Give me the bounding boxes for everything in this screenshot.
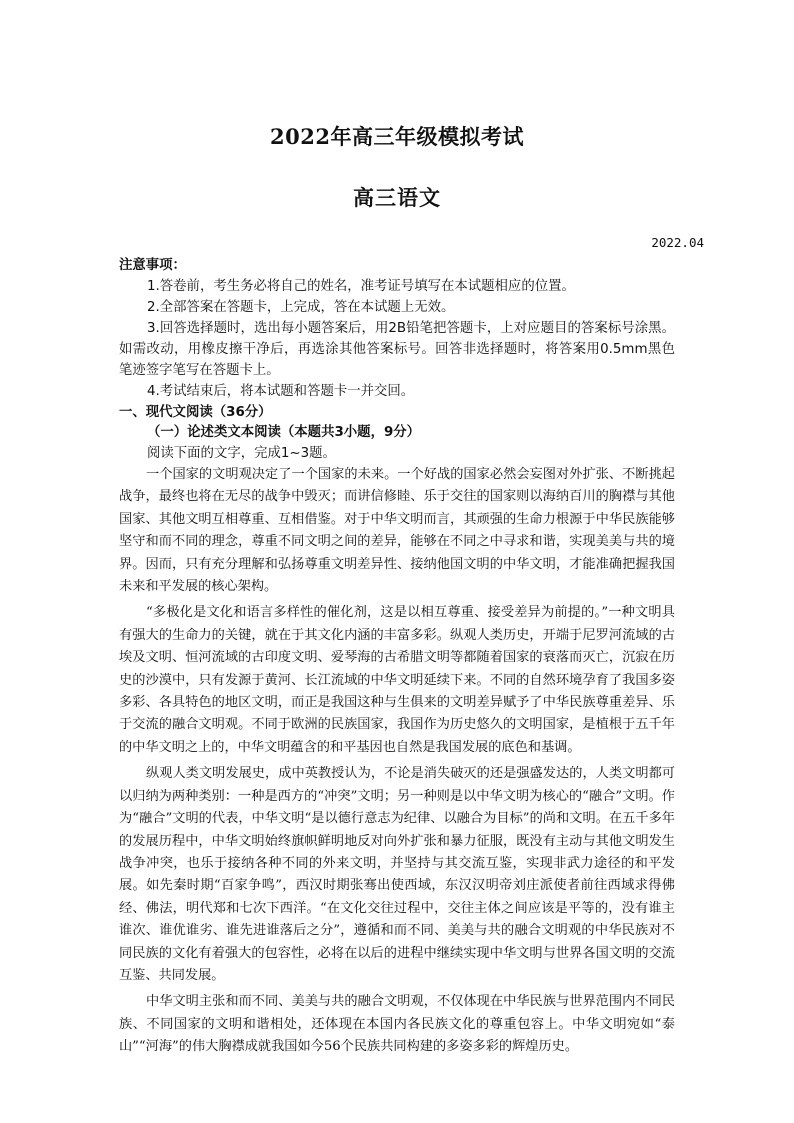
notice-item: 3.回答选择题时，选出每小题答案后，用2B铅笔把答题卡，上对应题目的答案标号涂黑。如需改动，用橡皮擦干净后，再选涂其他答案标号。回答非选择题时，将答案用0.5mm黑色笔迹签字笔写在答题卡上。: [119, 321, 675, 378]
notice-list: [119, 276, 675, 402]
notice-heading: 注意事项：: [119, 258, 186, 273]
notice-item: 1.答卷前，考生务必将自己的姓名，准考证号填写在本试题相应的位置。: [147, 279, 575, 294]
notice-item: 2.全部答案在答题卡，上完成，答在本试题上无效。: [147, 300, 455, 315]
section-subtitle: （一）论述类文本阅读（本题共3小题，9分）: [147, 425, 421, 440]
reading-passage: [119, 464, 675, 1059]
subject-title: 高三语文: [353, 185, 441, 210]
passage-paragraph: “多极化是文化和语言多样性的催化剂，这是以相互尊重、接受差异为前提的。”一种文明具有强大的生命力的关键，就在于其文化内涵的丰富多彩。纵观人类历史，开端于尼罗河流域的古埃及文明、恒河流域的古印度文明、爱琴海的古希腊文明等都随着国家的衰落而灭亡，沉寂在历史的沙漠中，只有发源于黄河、长江流域的中华文明延续下来。不同的自然环境孕育了我国多姿多彩、各具特色的地区文明，而正是我国这种与生俱来的文明差异赋予了中华民族尊重差异、乐于交流的融合文明观。不同于欧洲的民族国家，我国作为历史悠久的文明国家，是植根于五千年的中华文明之上的，中华文明蕴含的和平基因也自然是我国发展的底色和基调。: [119, 605, 675, 755]
passage-paragraph: 纵观人类文明发展史，成中英教授认为，不论是消失破灭的还是强盛发达的，人类文明都可以归纳为两种类别：一种是西方的“冲突”文明；另一种则是以中华文明为核心的“融合”文明。作为“融合”文明的代表，中华文明“是以德行意志为纪律、以融合为目标”的尚和文明。在五千多年的发展历程中，中华文明始终旗帜鲜明地反对向外扩张和暴力征服，既没有主动与其他文明发生战争冲突，也乐于接纳各种不同的外来文明，并坚持与其交流互鉴，实现非武力途径的和平发展。如先秦时期“百家争鸣”，西汉时期张骞出使西域，东汉汉明帝刘庄派使者前往西域求得佛经、佛法，明代郑和七次下西洋。“在文化交往过程中，交往主体之间应该是平等的，没有谁主谁次、谁优谁劣、谁先进谁落后之分”，遵循和而不同、美美与共的融合文明观的中华民族对不同民族的文化有着强大的包容性，必将在以后的进程中继续实现中华文明与世界各国文明的交流互鉴、共同发展。: [119, 766, 675, 983]
notice-item: 4.考试结束后，将本试题和答题卡一并交回。: [147, 384, 415, 399]
exam-date: 2022.04: [651, 235, 704, 250]
passage-paragraph: 中华文明主张和而不同、美美与共的融合文明观，不仅体现在中华民族与世界范围内不同民族、不同国家的文明和谐相处，还体现在本国内各民族文化的尊重包容上。中华文明宛如“泰山”“河海”的伟大胸襟成就我国如今56个民族共同构建的多姿多彩的辉煌历史。: [119, 994, 675, 1055]
reading-instruction: 阅读下面的文字，完成1~3题。: [147, 446, 336, 461]
section-title: 一、现代文阅读（36分）: [119, 405, 272, 420]
passage-paragraph: 一个国家的文明观决定了一个国家的未来。一个好战的国家必然会妄图对外扩张、不断挑起战争，最终也将在无尽的战争中毁灭；而讲信修睦、乐于交往的国家则以海纳百川的胸襟与其他国家、其他文明互相尊重、互相借鉴。对于中华文明而言，其顽强的生命力根源于中华民族能够坚守和而不同的理念，尊重不同文明之间的差异，能够在不同之中寻求和谐，实现美美与共的境界。因而，只有充分理解和弘扬尊重文明差异性、接纳他国文明的中华文明，才能准确把握我国未来和平发展的核心架构。: [119, 467, 675, 595]
exam-title: 2022年高三年级模拟考试: [270, 124, 524, 149]
